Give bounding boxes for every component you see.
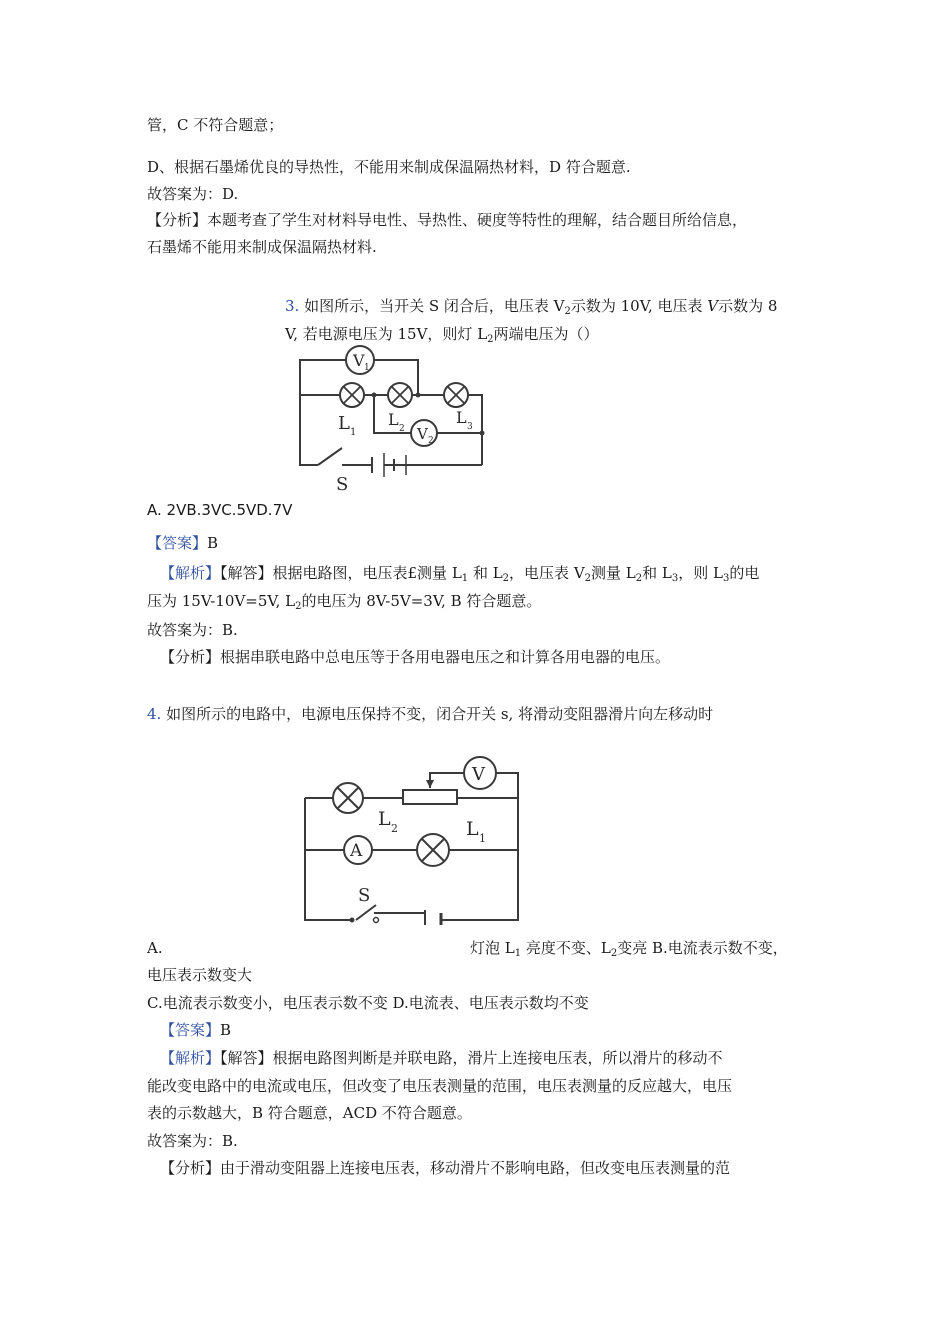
q4-rheostat (403, 790, 457, 804)
svg-text:V: V (353, 351, 365, 370)
svg-text:2: 2 (399, 424, 405, 434)
q3-options: A. 2VB.3VC.5VD.7V (147, 501, 293, 519)
q4-solution-line-1: 【解析】【解答】根据电路图判断是并联电路，滑片上连接电压表，所以滑片的移动不 (160, 1049, 723, 1067)
q3-voltmeter-v2 (411, 420, 437, 446)
q4-option-a-label: A. (147, 939, 163, 957)
svg-text:A: A (350, 841, 363, 861)
prev-analysis-line-2: 石墨烯不能用来制成保温隔热材料. (147, 238, 377, 256)
q3-answer: 【答案】B (147, 534, 219, 552)
svg-text:2: 2 (391, 822, 398, 835)
q4-ammeter (344, 836, 372, 864)
q3-label-s: S (336, 474, 349, 495)
q3-conclusion: 故答案为：B. (147, 621, 238, 639)
q3-solution-line-1: 【解析】【解答】根据电路图，电压表£测量 $L_1$ 和 $L_2$，电压表 $V_2$测量 $L_2$和 $L_3$，则 $L_3$的电 (160, 564, 760, 584)
q3-lamp-l3 (444, 383, 468, 407)
prev-text-line-1: 管，C 不符合题意； (147, 116, 284, 134)
q4-circuit-diagram (300, 755, 530, 925)
q4-option-b-cont: 电压表示数变大 (147, 966, 253, 984)
q3-label-l2: L (388, 410, 399, 429)
q3-number: 3. (285, 297, 300, 315)
q3-analysis: 【分析】根据串联电路中总电压等于各用电器电压之和计算各用电器的电压。 (160, 648, 671, 666)
q4-label-l1: L (466, 818, 479, 840)
svg-text:1: 1 (364, 363, 370, 373)
prev-text-line-2: D、根据石墨烯优良的导热性，不能用来制成保温隔热材料，D 符合题意. (147, 158, 631, 176)
q4-analysis: 【分析】由于滑动变阻器上连接电压表，移动滑片不影响电路，但改变电压表测量的范 (160, 1159, 731, 1177)
q4-label-s: S (358, 885, 371, 906)
prev-text-line-3: 故答案为：D. (147, 185, 239, 203)
svg-text:3: 3 (467, 422, 473, 432)
q3-voltmeter-v1 (346, 346, 374, 374)
q4-lamp-l2 (333, 783, 363, 813)
q4-label-l2: L (378, 808, 391, 830)
q3-circuit-diagram (290, 345, 500, 500)
prev-analysis-line-1: 【分析】本题考查了学生对材料导电性、导热性、硬度等特性的理解，结合题目所给信息， (147, 211, 748, 229)
q3-stem-line-2: V, 若电源电压为 15V，则灯 $L_2$两端电压为（） (285, 325, 599, 345)
svg-text:2: 2 (428, 436, 434, 446)
q3-lamp-l1 (340, 383, 364, 407)
q4-conclusion: 故答案为：B. (147, 1132, 238, 1150)
q4-solution-line-2: 能改变电路中的电流或电压，但改变了电压表测量的范围，电压表测量的反应越大，电压 (147, 1077, 733, 1095)
svg-text:1: 1 (479, 832, 486, 845)
q4-number: 4. (147, 705, 162, 723)
q3-label-l1: L (338, 413, 350, 434)
svg-text:V: V (417, 425, 428, 443)
q3-stem-line-1: 3. 如图所示，当开关 S 闭合后，电压表 $V_2$示数为 10V, 电压表 V示数为 8 (285, 297, 778, 317)
q3-lamp-l2 (388, 383, 412, 407)
q4-lamp-l1 (417, 834, 449, 866)
q3-label-l3: L (456, 408, 467, 427)
q4-answer: 【答案】B (160, 1021, 232, 1039)
svg-text:1: 1 (350, 427, 357, 438)
svg-text:V: V (472, 764, 485, 785)
q4-option-a: 灯泡 $L_1$ 亮度不变、$L_2$变亮 B.电流表示数不变， (470, 939, 788, 959)
q4-options-cd: C.电流表示数变小，电压表示数不变 D.电流表、电压表示数均不变 (147, 994, 589, 1012)
q4-stem: 4. 如图所示的电路中，电源电压保持不变，闭合开关 s, 将滑动变阻器滑片向左移动时 (147, 705, 714, 723)
q3-solution-line-2: 压为 15V-10V=5V, $L_2$的电压为 8V-5V=3V, B 符合题意。 (147, 592, 542, 612)
q4-voltmeter (464, 757, 496, 789)
q4-solution-line-3: 表的示数越大，B 符合题意，ACD 不符合题意。 (147, 1104, 472, 1122)
